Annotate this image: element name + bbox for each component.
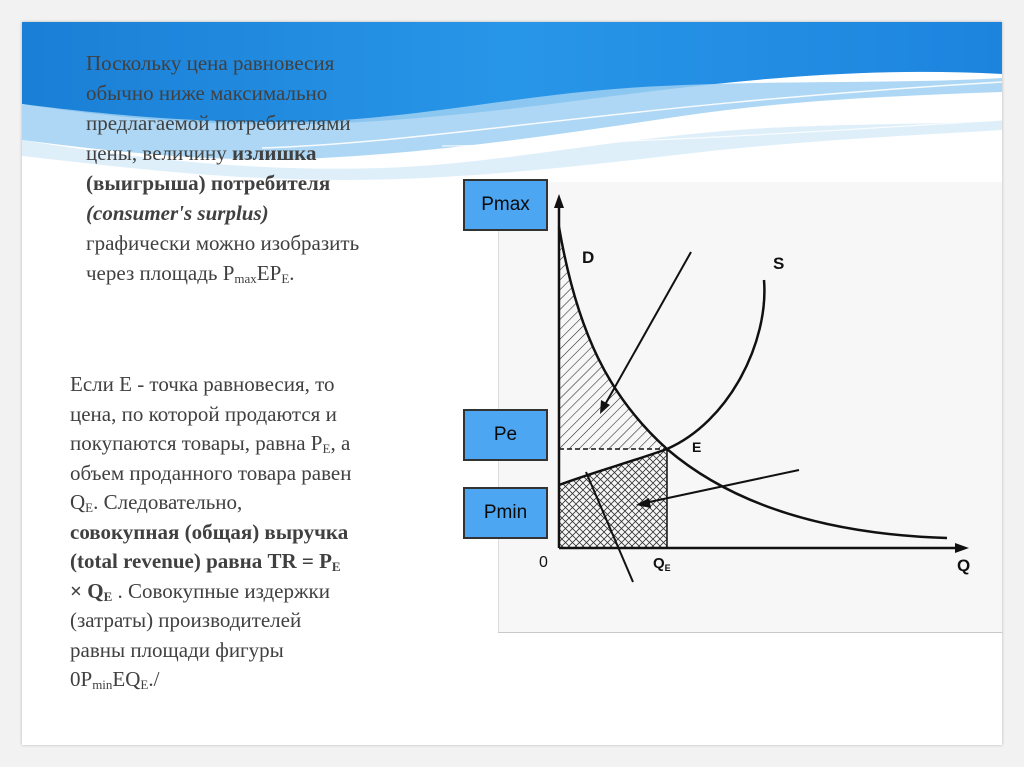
p2-line3	[70, 429, 435, 459]
p2-line7-sub: E	[331, 559, 341, 574]
p1-line8-text: через площадь P	[86, 261, 235, 285]
p2-line6: совокупная (общая) выручка	[70, 519, 349, 544]
pmax-box: Pmax	[463, 179, 548, 231]
p2-line10: равны площади фигуры	[70, 637, 284, 662]
supply-label: S	[773, 254, 785, 273]
p2-line7	[70, 547, 435, 577]
p1-line8-sub-e: E	[281, 271, 290, 286]
p2-line8-text: . Совокупные издержки	[112, 578, 330, 603]
p2-line5	[70, 488, 435, 518]
p2-line8-q: × Q	[70, 578, 104, 603]
p2-line8-sub: E	[103, 588, 113, 604]
consumer-surplus-area	[559, 227, 667, 449]
p2-line1: Если Е - точка равновесия, то	[70, 372, 335, 396]
p2-line11-eq: EQ	[112, 667, 141, 691]
p2-line4: объем проданного товара равен	[70, 460, 352, 485]
demand-label: D	[582, 248, 595, 267]
quantity-axis-label: Q	[957, 556, 971, 575]
p2-line11-sub-min: min	[92, 677, 113, 692]
p2-line7-text: (total revenue) равна TR = P	[70, 549, 332, 573]
supply-demand-graph	[498, 182, 1002, 633]
p1-line8-sub-max: max	[234, 271, 257, 286]
p2-line5-sub: E	[85, 500, 94, 515]
p2-line2: цена, по которой продаются и	[70, 401, 337, 426]
p2-line11-sub-e: E	[140, 677, 149, 692]
p2-line9: (затраты) производителей	[70, 608, 302, 632]
pointer-arrow-upper	[602, 252, 691, 410]
slide	[22, 22, 1002, 745]
p2-line3-text: покупаются товары, равна P	[70, 431, 323, 455]
price-axis-arrowhead	[554, 194, 564, 208]
p2-line5-text: . Следовательно,	[93, 490, 243, 514]
p1-line4	[86, 138, 431, 168]
p1-line6: (consumer's surplus)	[86, 201, 269, 225]
p1-line4-text: цены, величину	[86, 141, 233, 165]
pe-box: Pe	[463, 409, 548, 461]
consumer-surplus-paragraph	[86, 48, 431, 288]
p1-line8	[86, 258, 431, 288]
p2-line11-0p: 0P	[70, 667, 93, 691]
total-revenue-paragraph	[70, 370, 435, 695]
equilibrium-label: E	[692, 439, 702, 455]
p2-line8	[70, 577, 435, 607]
p2-line5-q: Q	[70, 490, 86, 514]
p1-line5: (выигрыша) потребителя	[86, 171, 331, 195]
origin-label: 0	[539, 554, 548, 571]
p1-line8-dot: .	[289, 261, 295, 285]
p1-line3: предлагаемой потребителями	[86, 111, 351, 135]
quantity-axis-arrowhead	[955, 543, 969, 553]
p1-line7: графически можно изобразить	[86, 231, 360, 255]
p2-line3-sub: E	[322, 441, 331, 456]
pmin-box: Pmin	[463, 487, 548, 539]
p2-line3-tail: , а	[330, 431, 351, 455]
p1-line1: Поскольку цена равновесия	[86, 51, 335, 75]
p1-line2: обычно ниже максимально	[86, 81, 328, 105]
p1-line8-ep: EP	[256, 261, 282, 285]
p2-line11-tail: ./	[148, 667, 160, 691]
p2-line11	[70, 665, 435, 695]
qe-label: $Q_E$	[653, 555, 671, 573]
p1-line4-bold: излишка	[232, 141, 317, 165]
